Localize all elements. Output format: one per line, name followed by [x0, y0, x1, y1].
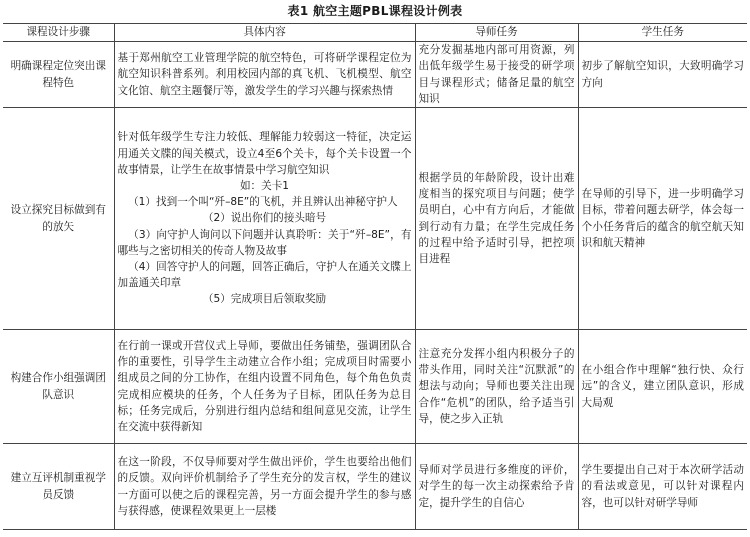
content-item: （2）说出你们的接头暗号	[202, 212, 327, 225]
table-row	[3, 444, 747, 530]
cell-step: 设立探究目标做到有的放矢	[3, 108, 114, 330]
cell-content: 在这一阶段，不仅导师要对学生做出评价，学生也要给出他们的反馈。双向评价机制给予了学生充分的发言权，学生的建议一方面可以使之后的课程完善，另一方面会提升学生的参与感与获得感，使课程效果更上一层楼	[114, 444, 415, 530]
header-student: 学生任务	[578, 24, 747, 42]
content-item: （3）向守护人询问以下问题并认真聆听：关于“歼–8E”，有哪些与之密切相关的传奇人物及故事	[117, 228, 412, 257]
content-item: （1）找到一个叫“歼–8E”的飞机，并且辨认出神秘守护人	[128, 196, 398, 209]
cell-content: 基于郑州航空工业管理学院的航空特色，可将研学课程定位为航空知识科普系列。利用校园内部的真飞机、飞机模型、航空文化馆、航空主题餐厅等，激发学生的学习兴趣与探索热情	[114, 42, 415, 108]
cell-student: 在小组合作中理解“独行快、众行远”的含义，建立团队意识，形成大局观	[578, 330, 747, 444]
table-row	[3, 108, 747, 330]
table-row	[3, 330, 747, 444]
content-item: （5）完成项目后领取奖励	[202, 293, 327, 306]
table-caption: 表1 航空主题PBL课程设计例表	[287, 4, 463, 18]
cell-content	[114, 108, 415, 330]
cell-teacher: 根据学员的年龄阶段，设计出难度相当的探究项目与问题；使学员明白，心中有方向后，才能做到行动有力量；在学生完成任务的过程中给予适时引导，把控项目进程	[415, 108, 578, 330]
cell-step: 明确课程定位突出课程特色	[3, 42, 114, 108]
content-intro: 针对低年级学生专注力较低、理解能力较弱这一特征，决定运用通关文牒的闯关模式，设立4至6个关卡，每个关卡设置一个故事情景，让学生在故事情景中学习航空知识	[117, 131, 412, 176]
content-item: （4）回答守护人的问题，回答正确后，守护人在通关文牒上加盖通关印章	[117, 261, 412, 290]
cell-student: 学生要提出自己对于本次研学活动的看法或意见，可以针对课程内容，也可以针对研学导师	[578, 444, 747, 530]
cell-teacher: 导师对学员进行多维度的评价，对学生的每一次主动探索给予肯定，提升学生的自信心	[415, 444, 578, 530]
header-teacher: 导师任务	[415, 24, 578, 42]
pbl-course-table	[3, 23, 747, 530]
cell-student: 在导师的引导下，进一步明确学习目标，带着问题去研学，体会每一个小任务背后的蕴含的航空航天知识和航天精神	[578, 108, 747, 330]
header-row	[3, 24, 747, 42]
header-step: 课程设计步骤	[3, 24, 114, 42]
cell-content: 在行前一课或开营仪式上导师，要做出任务铺垫，强调团队合作的重要性，引导学生主动建立合作小组；完成项目时需要小组成员之间的分工协作，在组内设置不同角色，每个角色负责完成相应模块的任务，个人任务为子目标，团队任务为总目标；任务完成后，分别进行组内总结和组间意见交流，让学生在交流中获得新知	[114, 330, 415, 444]
header-content: 具体内容	[114, 24, 415, 42]
cell-step: 构建合作小组强调团队意识	[3, 330, 114, 444]
table-row	[3, 42, 747, 108]
cell-teacher: 充分发掘基地内部可用资源，列出低年级学生易于接受的研学项目与课程形式；储备足量的航空知识	[415, 42, 578, 108]
cell-student: 初步了解航空知识，大致明确学习方向	[578, 42, 747, 108]
cell-step: 建立互评机制重视学员反馈	[3, 444, 114, 530]
content-level-label: 如：关卡1	[239, 179, 290, 192]
cell-teacher: 注意充分发挥小组内积极分子的带头作用，同时关注“沉默派”的想法与动向；导师也要关注出现合作“危机”的团队，给予适当引导，使之步入正轨	[415, 330, 578, 444]
